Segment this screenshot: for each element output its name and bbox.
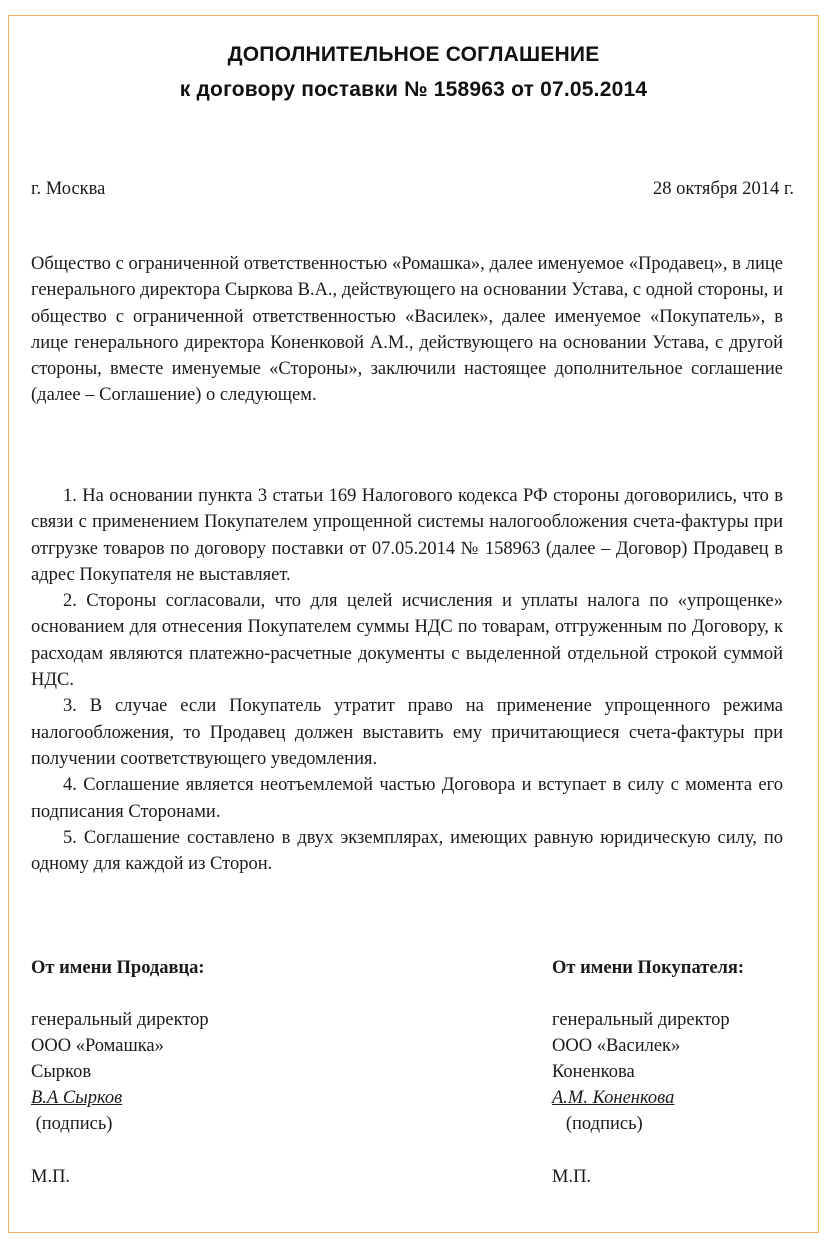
agreement-item: 3. В случае если Покупатель утратит право на применение упрощенного режима налогообложения, то Продавец должен выставить ему причитающиеся счета-фактуры при получении соответствующего уведомления. <box>31 696 783 769</box>
agreement-item: 2. Стороны согласовали, что для целей исчисления и уплаты налога по «упрощенке» основанием для отнесения Покупателем суммы НДС по товарам, отгруженным по Договору, к расходам являются платежно-расчетные документы с выделенной отдельной строкой суммой НДС. <box>31 591 783 691</box>
seller-heading: От имени Продавца: <box>31 958 205 978</box>
buyer-stamp: М.П. <box>552 1167 592 1187</box>
buyer-company: ООО «Василек» <box>552 1036 681 1056</box>
seller-signature: В.А Сырков <box>31 1088 123 1108</box>
buyer-position: генеральный директор <box>552 1010 730 1030</box>
seller-position: генеральный директор <box>31 1010 209 1030</box>
seller-signature-label: (подпись) <box>31 1114 113 1134</box>
intro-paragraph: Общество с ограниченной ответственностью «Ромашка», далее именуемое «Продавец», в лице генерального директора Сыркова В.А., действующего на основании Устава, с одной стороны, и общество с ограниченной ответственностью «Василек», далее именуемое «Покупатель», в лице генерального директора Коненковой А.М., действующего на основании Устава, с другой стороны, вместе именуемые «Стороны», заключили настоящее дополнительное соглашение (далее – Соглашение) о следующем. <box>31 254 783 406</box>
buyer-signature: А.М. Коненкова <box>552 1088 675 1108</box>
buyer-surname: Коненкова <box>552 1062 635 1082</box>
place: г. Москва <box>31 179 106 199</box>
seller-stamp: М.П. <box>31 1167 71 1187</box>
buyer-heading: От имени Покупателя: <box>552 958 745 978</box>
date: 28 октября 2014 г. <box>652 179 794 199</box>
document-title: ДОПОЛНИТЕЛЬНОЕ СОГЛАШЕНИЕ <box>227 43 600 66</box>
agreement-item: 5. Соглашение составлено в двух экземплярах, имеющих равную юридическую силу, по одному для каждой из Сторон. <box>31 827 783 875</box>
seller-company: ООО «Ромашка» <box>31 1036 164 1056</box>
document-subtitle: к договору поставки № 158963 от 07.05.2014 <box>179 78 648 101</box>
buyer-signature-label: (подпись) <box>552 1114 643 1134</box>
agreement-items <box>31 483 783 877</box>
seller-surname: Сырков <box>31 1062 92 1082</box>
agreement-item: 4. Соглашение является неотъемлемой частью Договора и вступает в силу с момента его подписания Сторонами. <box>31 775 783 822</box>
agreement-item: 1. На основании пункта 3 статьи 169 Налогового кодекса РФ стороны договорились, что в связи с применением Покупателем упрощенной системы налогообложения счета-фактуры при отгрузке товаров по договору поставки от 07.05.2014 № 158963 (далее – Договор) Продавец в адрес Покупателя не выставляет. <box>31 486 783 585</box>
